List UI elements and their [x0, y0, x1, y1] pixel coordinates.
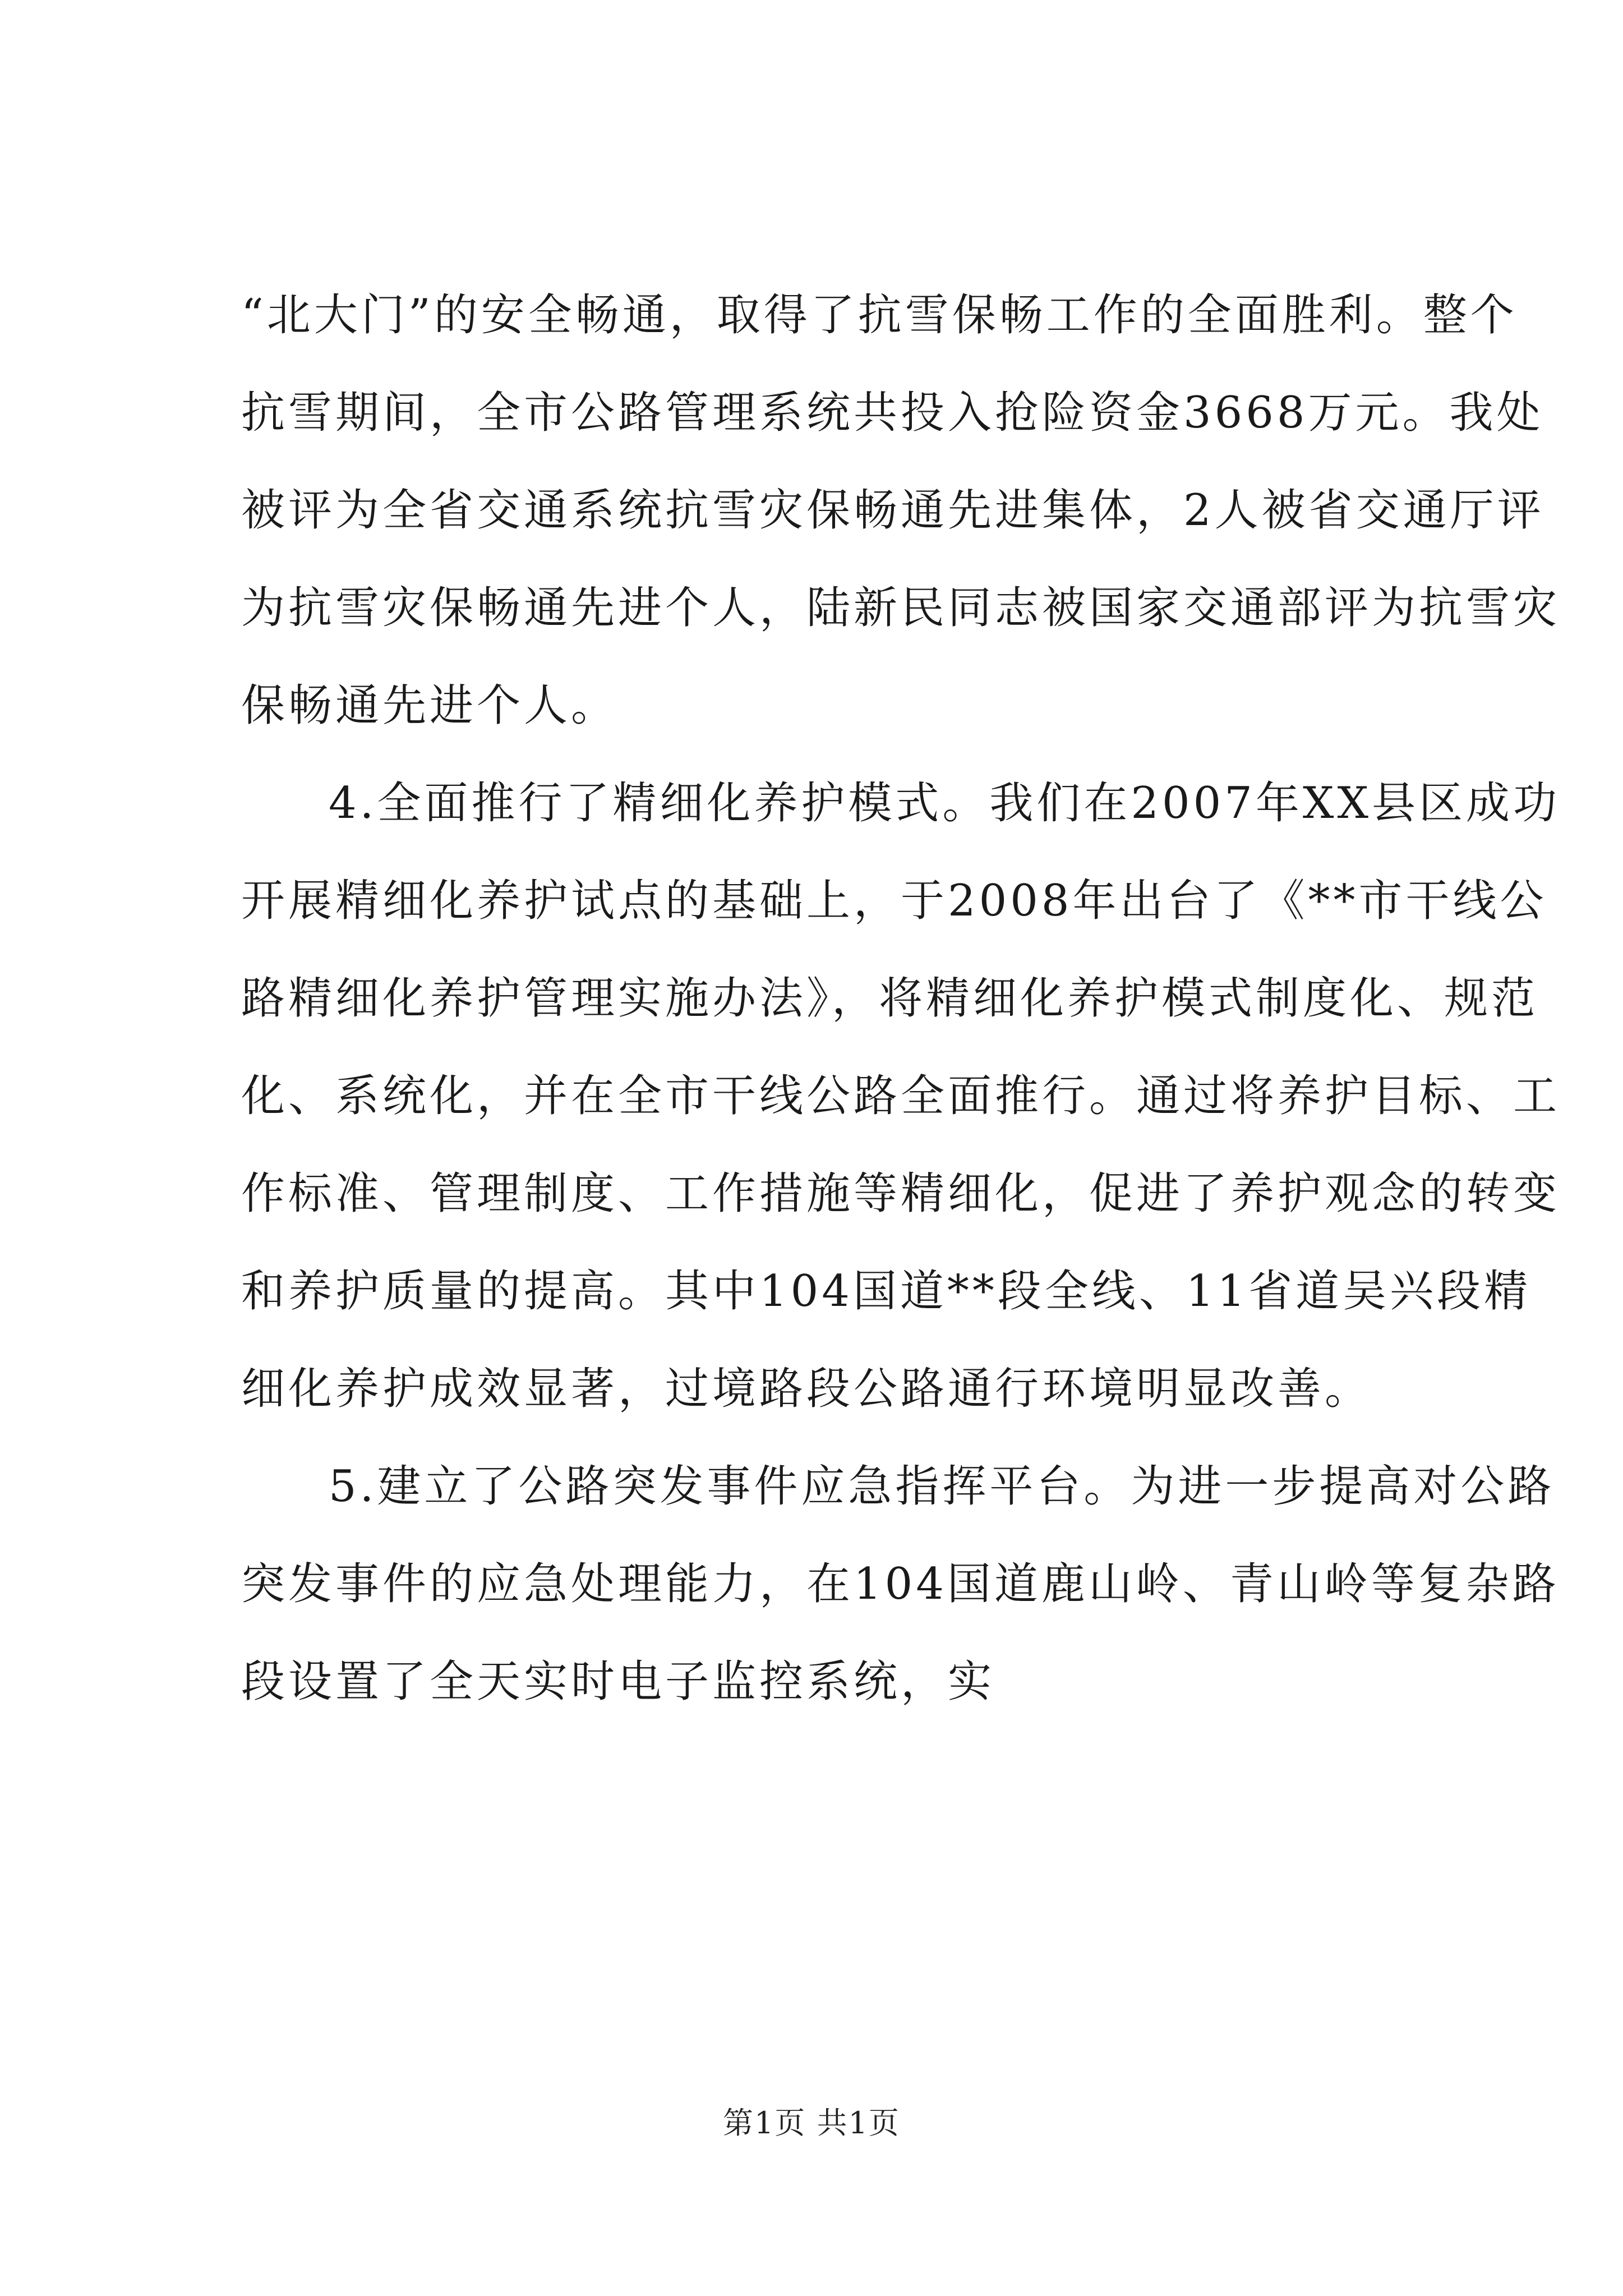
- text-line: 保畅通先进个人。: [241, 680, 619, 731]
- paragraph-heading-line: 5.建立了公路突发事件应急指挥平台。为进一步提高对公路: [329, 1461, 1555, 1512]
- text-line: 化、系统化，并在全市干线公路全面推行。通过将养护目标、工: [241, 1071, 1561, 1121]
- paragraph-heading-line: 4.全面推行了精细化养护模式。我们在2007年XX县区成功: [329, 778, 1560, 829]
- text-line: 抗雪期间，全市公路管理系统共投入抢险资金3668万元。我处: [241, 388, 1544, 438]
- text-line: 突发事件的应急处理能力，在104国道鹿山岭、青山岭等复杂路: [241, 1559, 1560, 1609]
- text-line: 为抗雪灾保畅通先进个人，陆新民同志被国家交通部评为抗雪灾: [241, 583, 1561, 633]
- document-body: [241, 266, 1561, 1731]
- text-line: 细化养护成效显著，过境路段公路通行环境明显改善。: [241, 1364, 1372, 1414]
- text-line: 开展精细化养护试点的基础上，于2008年出台了《**市干线公: [241, 876, 1547, 926]
- text-line: 被评为全省交通系统抗雪灾保畅通先进集体，2人被省交通厅评: [241, 485, 1544, 536]
- text-line: 作标准、管理制度、工作措施等精细化，促进了养护观念的转变: [241, 1168, 1561, 1219]
- text-line: 段设置了全天实时电子监控系统，实: [241, 1657, 995, 1707]
- text-line: 路精细化养护管理实施办法》，将精细化养护模式制度化、规范: [241, 973, 1539, 1024]
- text-line: 和养护质量的提高。其中104国道**段全线、11省道吴兴段精: [241, 1266, 1532, 1317]
- page-footer: 第1页 共1页: [723, 2105, 900, 2141]
- text-line: “北大门”的安全畅通，取得了抗雪保畅工作的全面胜利。整个: [241, 290, 1518, 341]
